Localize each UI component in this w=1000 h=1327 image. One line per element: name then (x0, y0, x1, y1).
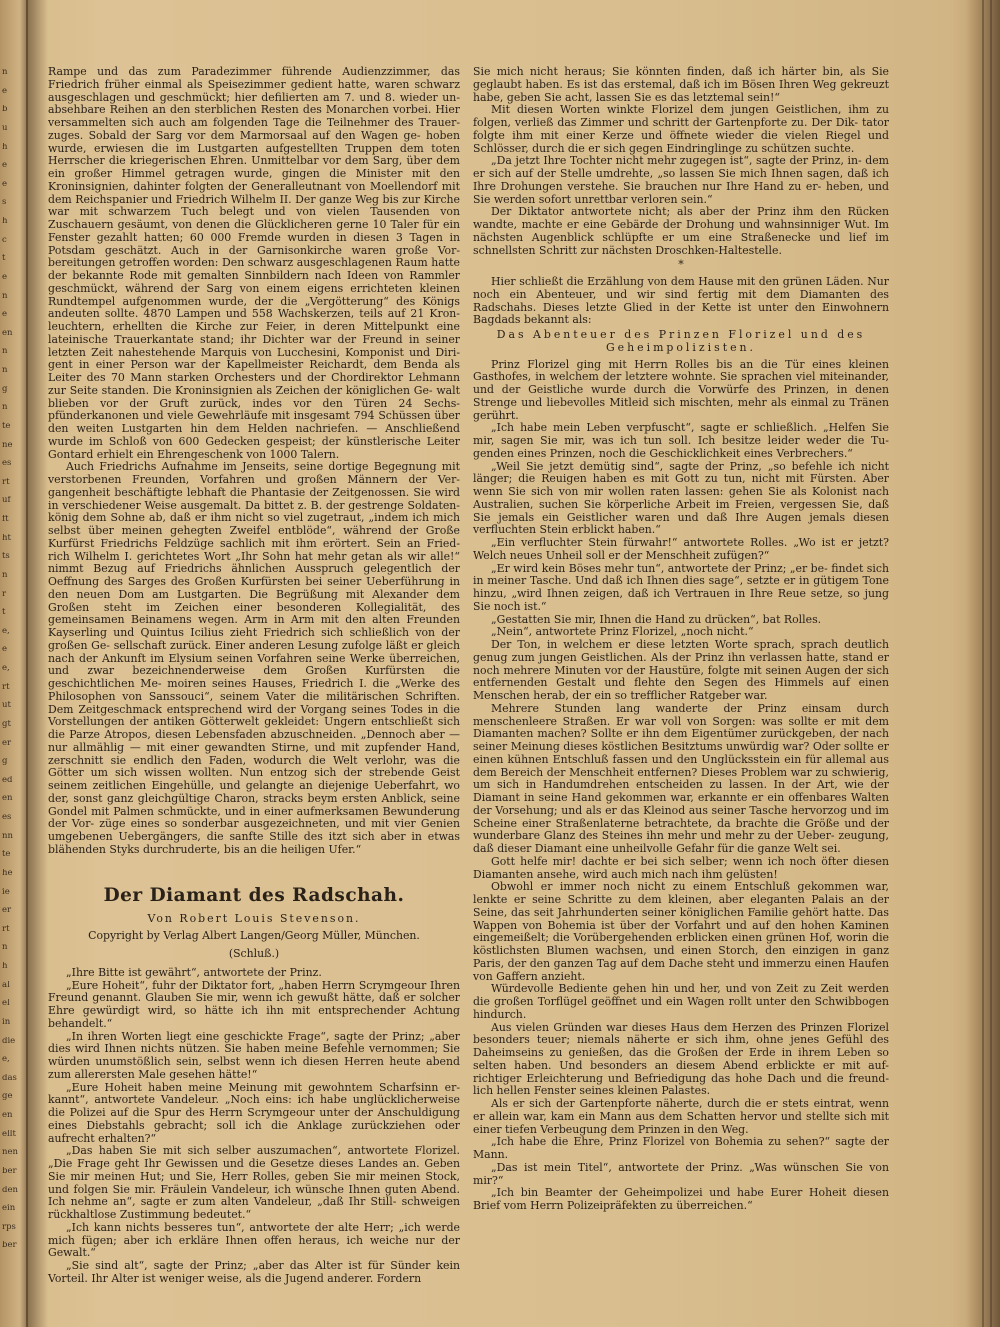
paragraph: „Ich habe mein Leben verpfuscht“, sagte er schließlich. „Helfen Sie mir, sagen Sie mir, was ich tun soll. Ich besitze leider weder die Tu- genden eines Prinzen, noch die Geschicklichkeit eines Verbrechers.“ (473, 421, 889, 460)
right-column (473, 66, 889, 1213)
facing-page-fragment: g (2, 757, 8, 766)
facing-page-fragment: rt (2, 478, 10, 487)
facing-page-fragment: e (2, 310, 8, 319)
facing-page-fragment: ber (2, 1241, 17, 1250)
facing-page-fragment: h (2, 962, 8, 971)
facing-page-fragment: n (2, 943, 8, 952)
paragraph: „Weil Sie jetzt demütig sind“, sagte der Prinz, „so befehle ich nicht länger; die Reuigen haben es mit Gott zu tun, nicht mit Fürsten. Aber wenn Sie sich von mir wollen raten lassen: gehen Sie als Kolonist nach Australien, suchen Sie körperliche Arbeit im Freien, vergessen Sie, daß Sie jemals ein Geistlicher waren und daß Ihre Augen jemals diesen verfluchten Stein erblickt haben.“ (473, 459, 889, 537)
facing-page-fragment: t (2, 608, 6, 617)
facing-page-fragment: n (2, 366, 8, 375)
facing-page-fragment: r (2, 590, 7, 599)
facing-page-fragment: rps (2, 1223, 16, 1232)
paragraph: „Nein“, antwortete Prinz Florizel, „noch nicht.“ (491, 625, 754, 639)
page-stack-edge (966, 0, 1000, 1327)
facing-page-fragment: el (2, 999, 10, 1008)
facing-page-fragment: das (2, 1074, 17, 1083)
facing-page-fragment: h (2, 217, 8, 226)
facing-page-fragment: e, (2, 627, 10, 636)
facing-page-fragment: ge (2, 1092, 13, 1101)
facing-page-fragment: c (2, 236, 7, 245)
paragraph: Aus vielen Gründen war dieses Haus dem Herzen des Prinzen Florizel besonders teuer; niemals näherte er sich ihm, ohne jenes Gefühl des Daheimseins zu genießen, das die Großen der Erde in ihrem Leben so selten haben. Und besonders an diesem Abend erblickte er mit auf- richtiger Erleichterung und Befriedigung das hohe Dach und die freund- lich hellen Fenster seines kleinen Palastes. (473, 1020, 889, 1098)
facing-page-fragment: g (2, 385, 8, 394)
paragraph: Mehrere Stunden lang wanderte der Prinz einsam durch menschenleere Straßen. Er war voll von Sorgen: was sollte er mit dem Diamanten machen? Sollte er ihn dem Eigentümer zurückgeben, der nach seiner Meinung dieses köstlichen Besitztums unwürdig war? Oder sollte er einen kühnen Entschluß fassen und den Unglücksstein ein für allemal aus dem Bereich der Menschheit entfernen? Dieses Problem war zu schwierig, um sich in Handumdrehen entscheiden zu lassen. In der Art, wie der Diamant in seine Hand gekommen war, erkannte er ein offenbares Walten der Vorsehung; und als er das Kleinod aus seiner Tasche hervorzog und im Scheine einer Straßenlaterne betrachtete, da brachte die Größe und der wunderbare Glanz des Steines ihn mehr und mehr zu der Ueber- zeugung, daß dieser Diamant eine unheilvolle Gefahr für die ganze Welt sei. (473, 701, 889, 855)
facing-page-fragment: n (2, 68, 8, 77)
facing-page-fragment: n (2, 347, 8, 356)
facing-page-fragment: e (2, 273, 8, 282)
facing-page-fragment: rt (2, 925, 10, 934)
facing-page-fragment: nen (2, 1148, 18, 1157)
facing-page-fragment: uf (2, 496, 11, 505)
paragraph: Obwohl er immer noch nicht zu einem Entschluß gekommen war, lenkte er seine Schritte zu dem kleinen, aber eleganten Palais an der Seine, das seit Jahrhunderten seiner königlichen Familie gehört hatte. Das Wappen von Bohemia ist über der Vorfahrt und auf den hohen Kaminen eingemeißelt; die Vorübergehenden erblicken einen grünen Hof, worin die köstlichsten Blumen wachsen, und einen Storch, den einzigen in ganz Paris, der den ganzen Tag auf dem Dache steht und immerzu einen Haufen von Gaffern anzieht. (473, 880, 889, 983)
facing-page-fragment: n (2, 403, 8, 412)
paragraph: „Ihre Bitte ist gewährt“, antwortete der Prinz. (66, 965, 322, 979)
facing-page-fragment: rt (2, 683, 10, 692)
paragraph: Gott helfe mir! dachte er bei sich selber; wenn ich noch öfter diesen Diamanten ansehe, wird auch mich nach ihm gelüsten! (473, 854, 889, 881)
facing-page-fragment: ein (2, 1204, 16, 1213)
paragraph: „Sie sind alt“, sagte der Prinz; „aber das Alter ist für Sünder kein Vorteil. Ihr Alter ist weniger weise, als die Jugend anderer. Fordern (48, 1259, 460, 1285)
facing-page-fragment: n (2, 571, 8, 580)
facing-page-fragment: ne (2, 441, 13, 450)
paragraph: „Ich kann nichts besseres tun“, antwortete der alte Herr; „ich werde mich fügen; aber ich erkläre Ihnen offen heraus, ich weiche nur der Gewalt.“ (48, 1220, 460, 1260)
facing-page-fragment: e, (2, 664, 10, 673)
facing-page-fragment: den (2, 1186, 18, 1195)
facing-page-fragment: ellt (2, 1130, 16, 1139)
paragraph: „Ein verfluchter Stein fürwahr!“ antwortete Rolles. „Wo ist er jetzt? Welch neues Unheil soll er der Menschheit zufügen?“ (473, 536, 889, 562)
paragraph: „Er wird kein Böses mehr tun“, antwortete der Prinz; „er be- findet sich in meiner Tasche. Und daß ich Ihnen dies sage“, setzte er in gütigem Tone hinzu, „wird Ihnen zeigen, daß ich Vertrauen in Ihre Reue setze, so jung Sie noch ist.“ (473, 561, 889, 613)
facing-page-fragment: al (2, 981, 10, 990)
facing-page-fragment: h (2, 143, 8, 152)
paragraph: Hier schließt die Erzählung von dem Hause mit den grünen Läden. Nur noch ein Abenteuer, und wir sind fertig mit dem Diamanten des Radschahs. Dieses letzte Glied in der Kette ist unter den Einwohnern Bagdads bekannt als: (473, 275, 889, 327)
facing-page-fragment: he (2, 869, 13, 878)
paragraph: „In ihren Worten liegt eine geschickte Frage“, sagte der Prinz; „aber dies wird Ihnen nichts nützen. Sie haben meine Befehle vernommen; Sie würden unumstößlich sein, selbst wenn ich diesen Herren heute abend zum allerersten Male gesehen hätte!“ (48, 1029, 460, 1081)
facing-page-fragment: ed (2, 776, 13, 785)
facing-page-fragment: ts (2, 552, 10, 561)
facing-page-fragment: es (2, 459, 12, 468)
binding-gutter (26, 0, 48, 1327)
left-column (48, 66, 460, 1286)
facing-page-fragment: ht (2, 534, 11, 543)
paragraph: „Gestatten Sie mir, Ihnen die Hand zu drücken“, bat Rolles. (491, 612, 822, 626)
facing-page-fragment: ut (2, 701, 11, 710)
paragraph: Der Diktator antwortete nicht; als aber der Prinz ihm den Rücken wandte, machte er eine Gebärde der Drohung und wahnsinniger Wut. Im nächsten Augenblick schlüpfte er um eine Straßenecke und lief im schnellsten Schritt zur nächsten Droschken-Haltestelle. (473, 205, 889, 257)
facing-page-fragment: u (2, 124, 8, 133)
facing-page-fragment: e (2, 161, 8, 170)
facing-page-fragment: e, (2, 1055, 10, 1064)
facing-page-fragment: e (2, 645, 8, 654)
conclusion-marker: (Schluß.) (228, 947, 280, 960)
facing-page-fragment: te (2, 850, 11, 859)
paragraph: „Eure Hoheit“, fuhr der Diktator fort, „haben Herrn Scrymgeour Ihren Freund genannt. Glauben Sie mir, wenn ich gewußt hätte, daß er solcher Ehre gewürdigt wird, so hätte ich ihn mit entsprechender Achtung behandelt.“ (48, 978, 460, 1030)
facing-page-fragment: e (2, 180, 8, 189)
paragraph: Der Ton, in welchem er diese letzten Worte sprach, sprach deutlich genug zum jungen Geistlichen. Als der Prinz ihn verlassen hatte, stand er noch mehrere Minuten vor der Haustüre, folgte mit seinen Augen der sich entfernenden Gestalt und flehte den Segen des Himmels auf einen Menschen herab, der ein so trefflicher Ratgeber war. (473, 638, 889, 702)
paragraph: „Das ist mein Titel“, antwortete der Prinz. „Was wünschen Sie von mir?“ (473, 1160, 889, 1187)
adjacent-page-edge (0, 0, 28, 1327)
facing-page-fragment: es (2, 813, 12, 822)
paragraph: Mit diesen Worten winkte Florizel dem jungen Geistlichen, ihm zu folgen, verließ das Zimmer und schritt der Gartenpforte zu. Der Dik- tator folgte ihm mit einer Kerze und öffnete wieder die vielen Riegel und Schlösser, durch die er sich gegen Eindringlinge zu schützen suchte. (473, 103, 889, 155)
paragraph: Auch Friedrichs Aufnahme im Jenseits, seine dortige Begegnung mit verstorbenen Freunden, Vorfahren und großen Männern der Ver- gangenheit beschäftigte lebhaft die Phantasie der Zeitgenossen. Sie wird in verschiedener Weise ausgemalt. Da bittet z. B. der gestrenge Soldaten- könig dem Sohne ab, daß er ihm nicht so viel zugetraut, „indem ich mich selbst über meinen gehegten Zweifel entblöde“, während der Große Kurfürst Friedrichs Feldzüge sachlich mit ihm erörtert. Sein an Fried- rich Wilhelm I. gerichtetes Wort „Ihr Sohn hat mehr getan als wir alle!“ nimmt Bezug auf Friedrichs ähnlichen Ausspruch gelegentlich der Oeffnung des Sarges des Großen Kurfürsten bei seiner Ueberführung in den neuen Dom am Lustgarten. Die Begrüßung mit Alexander dem Großen steht im Zeichen einer besonderen Kollegialität, des gemeinsamen Beinamens wegen. Arm in Arm mit den alten Freunden Kayserling und Quintus Icilius zieht Friedrich sich schließlich von der großen Ge- sellschaft zurück. Einer anderen Lesung zufolge läßt er gleich nach der Ankunft im Elysium seinen Vorfahren seine Werke überreichen, und zwar bezeichnenderweise dem Großen Kurfürsten die geschichtlichen Me- moiren seines Hauses, Friedrich I. die „Werke des Philosophen von Sanssouci“, seinem Vater die militärischen Schriften. Dem Zeitgeschmack entsprechend wird der Vorgang seines Todes in die Vorstellungen der antiken Götterwelt gekleidet: Ungern entschließt sich die Parze Atropos, diesen Lebensfaden abzuschneiden. „Dennoch aber — nur allmählig — mit einer gewandten Stirne, und mit zupfender Hand, zerschnitt sie endlich den Faden, wodurch die Welt verlohr, was die Götter um sich wissen wollten. Nun entzog sich der strebende Geist seinem zeitlichen Eingehülle, und gelangte an diejenige Ueberfahrt, wo der, sonst ganz gleichgültige Charon, stracks beym ersten Anblick, seine Gondel mit Palmen schmückte, und in einer aufmerksamen Bewunderung der Vor- züge eines so sonderbar ausgezeichneten, und mit vier Genien umgebenen Uebergängers, die sanfte Stille des itzt sich aber in etwas blähenden Styks durchruderte, bis an die heiligen Ufer.“ (48, 460, 460, 856)
section-separator: * (678, 258, 684, 272)
paragraph: Sie mich nicht heraus; Sie könnten finden, daß ich härter bin, als Sie geglaubt haben. Es ist das erstemal, daß ich im Bösen Ihren Weg gekreuzt habe, geben Sie acht, lassen Sie es das letztemal sein!“ (473, 65, 889, 104)
copyright-line: Copyright by Verlag Albert Langen/Georg Müller, München. (88, 929, 420, 943)
facing-page-fragment: die (2, 1037, 16, 1046)
facing-page-fragment: n (2, 292, 8, 301)
facing-page-fragment: e (2, 87, 8, 96)
section-subheading: Das Abenteuer des Prinzen Florizel und des Geheimpolizisten. (496, 328, 866, 354)
facing-page-fragment: in (2, 1018, 11, 1027)
paragraph: „Eure Hoheit haben meine Meinung mit gewohntem Scharfsinn er- kannt“, antwortete Vandeleur. „Noch eins: ich habe unglücklicherweise die Polizei auf die Spur des Herrn Scrymgeour unter der Anschuldigung eines Diebstahls gebracht; soll ich die Anklage zurückziehen oder aufrecht erhalten?“ (48, 1080, 460, 1145)
paragraph: Als er sich der Gartenpforte näherte, durch die er stets eintrat, wenn er allein war, kam ein Mann aus dem Schatten hervor und stellte sich mit einer tiefen Verbeugung dem Prinzen in den Weg. (473, 1097, 889, 1136)
paragraph: Rampe und das zum Paradezimmer führende Audienzzimmer, das Friedrich früher einmal als Speisezimmer gedient hatte, waren schwarz ausgeschlagen und geschmückt; hier defilierten am 7. und 8. wieder un- absehbare Reihen an den sterblichen Resten des Monarchen vorbei. Hier versammelten sich auch am folgenden Tage die Teilnehmer des Trauer- zuges. Sobald der Sarg vor dem Marmorsaal auf den Wagen ge- hoben wurde, erwiesen die im Lustgarten aufgestellten Truppen dem toten Herrscher die kriegerischen Ehren. Unmittelbar vor dem Sarg, über dem ein großer Himmel getragen wurde, gingen die Minister mit den Kroninsignien, dahinter folgten der Generalleutnant von Moellendorf mit dem Reichspanier und Friedrich Wilhelm II. Der ganze Weg bis zur Kirche war mit schwarzem Tuch belegt und von vielen Tausenden von Zuschauern gesäumt, von denen die Glücklicheren gerne 10 Taler für ein Fenster gezahlt hatten; 60 000 Fremde wurden in diesen 3 Tagen in Potsdam geschätzt. Auch in der Garnisonkirche waren große Vor- bereitungen getroffen worden: Den schwarz ausgeschlagenen Raum hatte der bekannte Rode mit gemalten Sinnbildern nach Ideen von Rammler geschmückt, während der Sarg von einem eigens errichteten kleinen Rundtempel aufgenommen wurde, der die „Vergötterung“ des Königs andeuten sollte. 4870 Lampen und 558 Wachskerzen, teils auf 21 Kron- leuchtern, erhellten die Kirche zur Feier, in deren Mittelpunkt eine lateinische Trauerkantate stand; ihr Dichter war der Freund in seiner letzten Zeit nahestehende Marquis von Lucchesini, Komponist und Diri- gent in einer Person war der Kapellmeister Reichardt, dem Benda als Leiter des 70 Mann starken Orchesters und der Chordirektor Lehmann zur Seite standen. Die Kroninsignien als Zeichen der königlichen Ge- walt blieben vor der Gruft zurück, indes vor den Türen 24 Sechs- pfünderkanonen und viele Gewehrläufe mit insgesamt 794 Schüssen über den weiten Lustgarten hin dem Helden nachriefen. — Anschließend wurde im Schloß von 600 Gedecken gespeist; der künstlerische Leiter Gontard erhielt ein Ehrengeschenk von 1000 Talern. (48, 65, 460, 461)
facing-page-fragment: ft (2, 515, 9, 524)
facing-page-fragment: er (2, 906, 12, 915)
facing-page-fragment: ie (2, 888, 10, 897)
paragraph: „Da jetzt Ihre Tochter nicht mehr zugegen ist“, sagte der Prinz, in- dem er sich auf der Stelle umdrehte, „so lassen Sie mich Ihnen sagen, daß ich Ihre Drohungen verstehe. Sie brauchen nur Ihre Hand zu er- heben, und Sie werden sofort unrettbar verloren sein.“ (473, 154, 889, 206)
article-title: Der Diamant des Radschah. (103, 884, 405, 906)
facing-page-fragment: ber (2, 1167, 17, 1176)
facing-page-fragment: t (2, 254, 6, 263)
facing-page-fragment: er (2, 739, 12, 748)
facing-page-fragment: en (2, 329, 13, 338)
article-author: Von Robert Louis Stevenson. (147, 911, 361, 925)
facing-page-fragment: b (2, 105, 8, 114)
paragraph: Prinz Florizel ging mit Herrn Rolles bis an die Tür eines kleinen Gasthofes, in welchem der letztere wohnte. Sie sprachen viel miteinander, und der Geistliche wurde durch die Vorwürfe des Prinzen, in denen Strenge und liebevolles Mitleid sich mischten, mehr als einmal zu Tränen gerührt. (473, 357, 889, 422)
facing-page-fragment: s (2, 198, 7, 207)
facing-page-fragment: en (2, 1111, 13, 1120)
facing-page-fragment: nn (2, 832, 13, 841)
facing-page-fragment: en (2, 794, 13, 803)
paragraph: „Ich bin Beamter der Geheimpolizei und habe Eurer Hoheit diesen Brief vom Herrn Polizeipräfekten zu überreichen.“ (473, 1186, 889, 1212)
paragraph: Würdevolle Bediente gehen hin und her, und von Zeit zu Zeit werden die großen Torflügel geöffnet und ein Wagen rollt unter den Schwibbogen hindurch. (473, 982, 889, 1021)
facing-page-fragment: gt (2, 720, 11, 729)
facing-page-fragment: te (2, 422, 11, 431)
paragraph: „Ich habe die Ehre, Prinz Florizel von Bohemia zu sehen?“ sagte der Mann. (473, 1135, 889, 1161)
paragraph: „Das haben Sie mit sich selber auszumachen“, antwortete Florizel. „Die Frage geht Ihr Gewissen und die Gesetze dieses Landes an. Geben Sie mir meinen Hut; und Sie, Herr Rolles, geben Sie mir meinen Stock, und folgen Sie mir. Fräulein Vandeleur, ich wünsche Ihnen guten Abend. Ich nehme an“, sagte er zum alten Vandeleur, „daß Ihr Still- schweigen rückhaltlose Zustimmung bedeutet.“ (48, 1144, 460, 1221)
